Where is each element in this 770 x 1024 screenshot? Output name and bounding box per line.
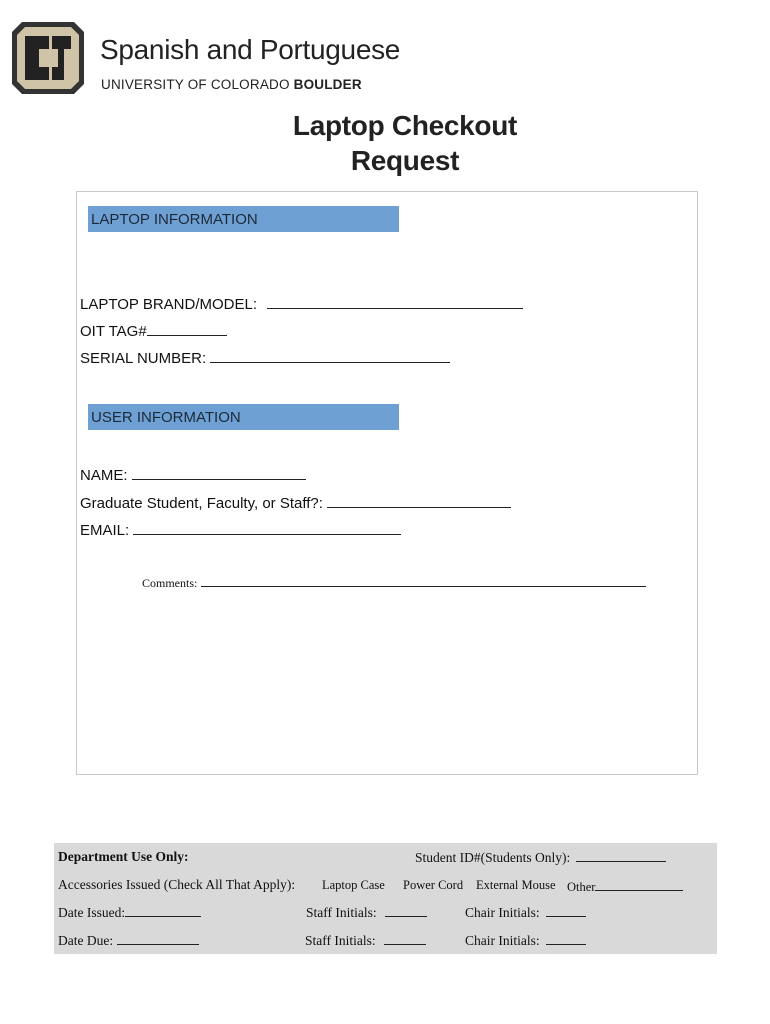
student-id-field: Student ID#(Students Only): xyxy=(415,849,666,866)
date-issued-input[interactable] xyxy=(125,904,201,917)
oit-tag-input[interactable] xyxy=(147,321,227,336)
staff-initials-field-issued: Staff Initials: xyxy=(306,904,427,921)
accessory-other-input[interactable] xyxy=(595,878,683,891)
student-id-input[interactable] xyxy=(576,849,666,862)
date-due-input[interactable] xyxy=(117,932,199,945)
staff-initials-issued-input[interactable] xyxy=(385,904,427,917)
serial-number-input[interactable] xyxy=(210,348,450,363)
email-input[interactable] xyxy=(133,520,401,535)
accessory-power-cord[interactable]: Power Cord xyxy=(403,878,464,892)
cu-logo-icon xyxy=(12,22,84,94)
university-name: UNIVERSITY OF COLORADO BOULDER xyxy=(101,77,362,92)
chair-initials-due-input[interactable] xyxy=(546,932,586,945)
serial-number-field: SERIAL NUMBER: xyxy=(80,348,450,367)
brand-model-field: LAPTOP BRAND/MODEL: xyxy=(80,294,523,313)
chair-initials-field-due: Chair Initials: xyxy=(465,932,586,949)
laptop-information-heading: LAPTOP INFORMATION xyxy=(88,206,399,232)
brand-model-input[interactable] xyxy=(267,294,523,309)
name-input[interactable] xyxy=(132,465,306,480)
department-name: Spanish and Portuguese xyxy=(100,34,401,65)
email-field: EMAIL: xyxy=(80,520,401,539)
page-title-line-1: Laptop Checkout xyxy=(292,110,518,141)
department-use-heading: Department Use Only: xyxy=(58,849,189,864)
accessories-label: Accessories Issued (Check All That Apply): xyxy=(58,877,296,892)
name-field: NAME: xyxy=(80,465,306,484)
staff-initials-due-input[interactable] xyxy=(384,932,426,945)
user-information-heading: USER INFORMATION xyxy=(88,404,399,430)
role-field: Graduate Student, Faculty, or Staff?: xyxy=(80,493,511,512)
comments-input[interactable] xyxy=(201,574,646,587)
date-issued-field: Date Issued: xyxy=(58,904,201,921)
chair-initials-field-issued: Chair Initials: xyxy=(465,904,586,921)
accessory-laptop-case[interactable]: Laptop Case xyxy=(322,878,385,892)
chair-initials-issued-input[interactable] xyxy=(546,904,586,917)
comments-field: Comments: xyxy=(142,574,646,591)
accessory-other: Other xyxy=(567,878,683,895)
accessory-external-mouse[interactable]: External Mouse xyxy=(476,878,556,892)
oit-tag-field: OIT TAG# xyxy=(80,321,227,340)
date-due-field: Date Due: xyxy=(58,932,199,949)
role-input[interactable] xyxy=(327,493,511,508)
staff-initials-field-due: Staff Initials: xyxy=(305,932,426,949)
page-title-line-2: Request xyxy=(350,145,460,176)
